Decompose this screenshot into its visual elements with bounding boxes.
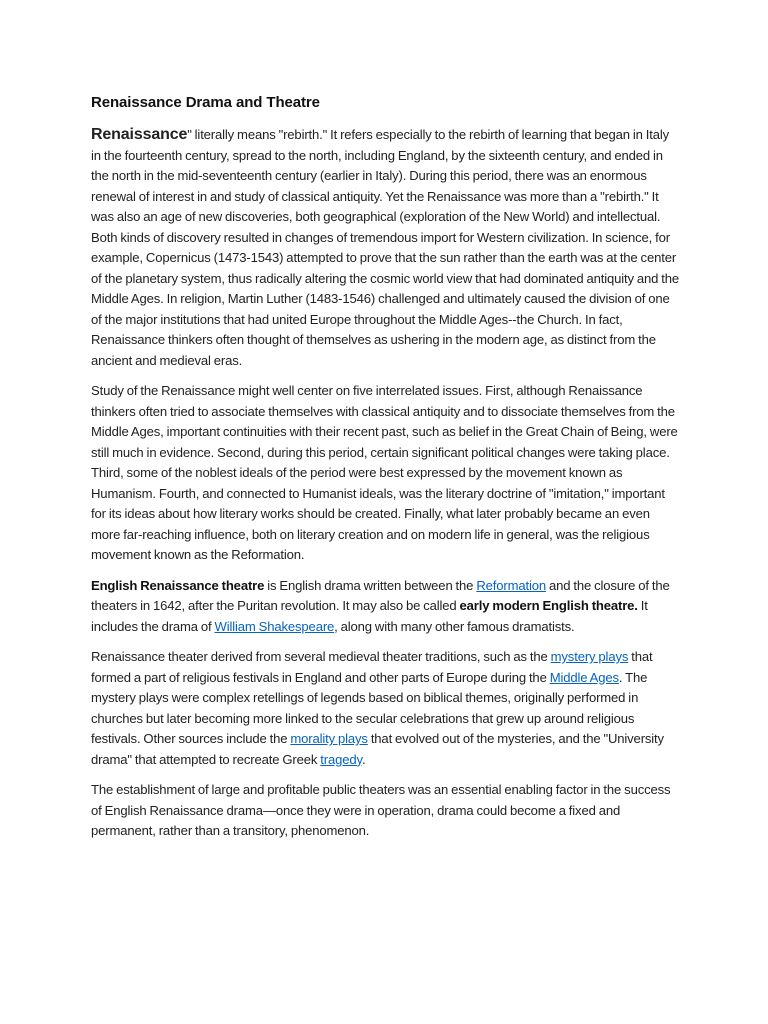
paragraph-text: that evolved out of the mysteries, and the "University drama" that attempted to recreate Greek: [91, 731, 664, 767]
link-william-shakespeare[interactable]: William Shakespeare: [214, 618, 335, 634]
paragraph-text: and the closure of the theaters in 1642, after the Puritan revolution. It may also be called: [91, 577, 670, 613]
bold-term: early modern English theatre.: [459, 598, 638, 613]
paragraph-text: .: [361, 751, 366, 767]
paragraph-text: . The mystery plays were complex retellings of legends based on biblical themes, originally performed in churches but later becoming more linked to the secular celebrations that grew up around religious festivals. Other sources include the: [91, 669, 648, 746]
link-mystery-plays[interactable]: mystery plays: [550, 649, 629, 664]
paragraph-text: It includes the drama of: [91, 598, 648, 634]
paragraph-english-theatre: [91, 576, 681, 638]
paragraph-text: Renaissance theater derived from several medieval theater traditions, such as the: [91, 649, 551, 664]
paragraph-text: , along with many other famous dramatists.: [334, 618, 575, 634]
paragraph-intro: [91, 125, 681, 371]
document-page: [91, 94, 681, 852]
paragraph-issues: Study of the Renaissance might well center on five interrelated issues. First, although Renaissance thinkers often tried to associate themselves with classical antiquity and to dissociate themselves from the Middle Ages, important continuities with their recent past, such as belief in the Great Chain of Being, were still much in evidence. Second, during this period, certain significant political changes were taking place. Third, some of the noblest ideals of the period were best expressed by the movement known as Humanism. Fourth, and connected to Humanist ideals, was the literary doctrine of "imitation," important for its ideas about how literary works should be created. Finally, what later probably became an even more far-reaching influence, both on literary creation and on modern life in general, was the religious movement known as the Reformation.: [91, 383, 678, 562]
paragraph-public-theaters: The establishment of large and profitable public theaters was an essential enabling factor in the success of English Renaissance drama—once they were in operation, drama could become a fixed and permanent, rather than a transitory, phenomenon.: [91, 782, 671, 838]
paragraph-text: is English drama written between the: [264, 577, 477, 593]
lead-word: Renaissance: [91, 126, 188, 143]
link-middle-ages[interactable]: Middle Ages: [549, 669, 619, 685]
bold-term: English Renaissance theatre: [91, 577, 265, 593]
document-title: Renaissance Drama and Theatre: [91, 94, 320, 111]
link-morality-plays[interactable]: morality plays: [290, 731, 368, 746]
link-reformation[interactable]: Reformation: [476, 577, 546, 593]
paragraph-text: " literally means "rebirth." It refers especially to the rebirth of learning that began in Italy in the fourteenth century, spread to the north, including England, by the sixteenth century, and ended in the north in the mid-seventeenth century (earlier in Italy). During this period, there was an enormous renewal of interest in and study of classical antiquity. Yet the Renaissance was more than a "rebirth." It was also an age of new discoveries, both geographical (exploration of the New World) and intellectual. Both kinds of discovery resulted in changes of tremendous import for Western civilization. In science, for example, Copernicus (1473-1543) attempted to prove that the sun rather than the earth was at the center of the planetary system, thus radically altering the cosmic world view that had dominated antiquity and the Middle Ages. In religion, Martin Luther (1483-1546) challenged and ultimately caused the division of one of the major institutions that had united Europe throughout the Middle Ages--the Church. In fact, Renaissance thinkers often thought of themselves as ushering in the modern age, as distinct from the ancient and medieval eras.: [91, 127, 680, 368]
paragraph-text: that formed a part of religious festivals in England and other parts of Europe during the: [91, 649, 653, 685]
paragraph-origins: [91, 647, 681, 770]
link-tragedy[interactable]: tragedy: [320, 751, 362, 767]
